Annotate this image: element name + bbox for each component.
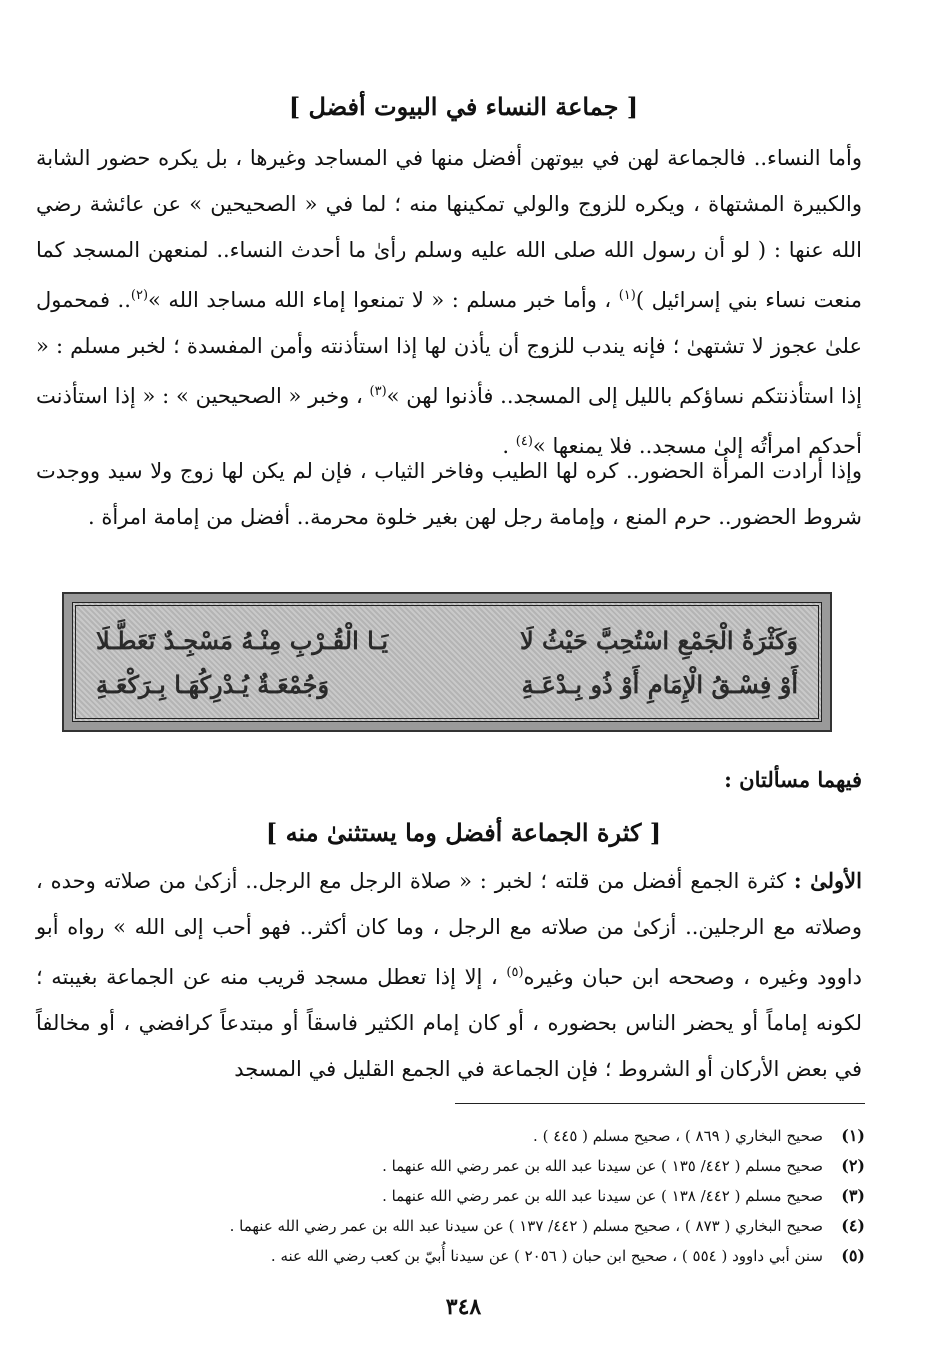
poem-verse-2 [96, 670, 798, 699]
footnote-ref-1: (١) [618, 288, 636, 303]
footnote-ref-5: (٥) [506, 965, 524, 980]
verse-1-second-hemistich: يَـا الْقُـرْبِ مِنْـهُ مَسْجِـدٌ تَعَطَّـلَا [96, 625, 389, 655]
footnote-item [60, 1121, 865, 1151]
footnote-item [60, 1211, 865, 1241]
footnote-divider [455, 1103, 865, 1104]
footnote-item [60, 1151, 865, 1181]
paragraph-text [36, 858, 862, 1092]
footnote-number: (١) [841, 1126, 865, 1145]
text-segment: .. فمحمول علىٰ عجوز لا تشتهىٰ ؛ فإنه يندب للزوج أن يأذن لها إذا استأذنته وأمن المفسدة ؛ لخبر مسلم : « إذا استأذنتكم نساؤكم بالليل إلى المسجد.. فأذنوا لهن » [36, 288, 862, 408]
footnote-text: صحيح مسلم ( ٤٤٢/ ١٣٨ ) عن سيدنا عبد الله بن عمر رضي الله عنهما . [382, 1187, 823, 1205]
section-heading-women-congregation: [ جماعة النساء في البيوت أفضل ] [288, 92, 639, 121]
issue-label: الأولىٰ : [793, 868, 862, 893]
verse-2-first-hemistich: أَوْ فِسْـقُ الْإِمَامِ أَوْ ذُو بِـدْعَـةِ [521, 669, 798, 699]
footnote-text: صحيح البخاري ( ٨٦٩ ) ، صحيح مسلم ( ٤٤٥ ) . [533, 1127, 823, 1145]
text-segment: ، وأما خبر مسلم : « لا تمنعوا إماء الله مساجد الله » [148, 288, 612, 312]
footnote-text: سنن أبي داوود ( ٥٥٤ ) ، صحيح ابن حبان ( ٢٠٥٦ ) عن سيدنا أُبيّ بن كعب رضي الله عنه . [270, 1247, 823, 1265]
poem-verse-1 [96, 626, 798, 655]
subtitle-two-issues: فيهما مسألتان : [724, 767, 862, 792]
paragraph-text [36, 135, 862, 469]
paragraph-first-issue [36, 858, 862, 1092]
footnote-text: صحيح مسلم ( ٤٤٢/ ١٣٥ ) عن سيدنا عبد الله بن عمر رضي الله عنهما . [382, 1157, 823, 1175]
paragraph-women-prayer [36, 135, 862, 469]
footnote-number: (٤) [841, 1216, 865, 1235]
footnote-item [60, 1241, 865, 1271]
text-segment: . [502, 434, 510, 458]
footnote-number: (٥) [841, 1246, 865, 1265]
text-segment: كثرة الجمع أفضل من قلته ؛ لخبر : « صلاة الرجل مع الرجل.. أزكىٰ من صلاته وحده ، وصلاته مع الرجلين.. أزكىٰ من صلاته مع الرجل ، وما كان أكثر.. فهو أحب إلى الله » رواه أبو داوود وغيره ، وصححه ابن حبان وغيره [36, 869, 862, 989]
paragraph-woman-attending [36, 448, 862, 540]
verse-2-second-hemistich: وَجُمْعَـةٌ يُـدْرِكُهَـا بِـرَكْعَـةِ [96, 669, 330, 699]
paragraph-text: وإذا أرادت المرأة الحضور.. كره لها الطيب وفاخر الثياب ، فإن لم يكن لها زوج ولا سيد ووجدت شروط الحضور.. حرم المنع ، وإمامة رجل لهن بغير خلوة محرمة.. أفضل من إمامة امرأة . [36, 459, 862, 529]
text-segment: ، وخبر « الصحيحين » : « إذا استأذنت أحدكم امرأتُه إلىٰ مسجد.. فلا يمنعها » [36, 384, 862, 458]
footnote-number: (٣) [841, 1186, 865, 1205]
footnote-item [60, 1181, 865, 1211]
footnote-ref-3: (٣) [369, 384, 387, 399]
text-segment: ، إلا إذا تعطل مسجد قريب منه عن الجماعة بغيبته ؛ لكونه إماماً أو يحضر الناس بحضوره ، أو كان إمام الكثير فاسقاً أو مبتدعاً كرافضي ، أو مخالفاً في بعض الأركان أو الشروط ؛ فإن الجماعة في الجمع القليل في المسجد [36, 965, 862, 1081]
footnote-text: صحيح البخاري ( ٨٧٣ ) ، صحيح مسلم ( ٤٤٢/ ١٣٧ ) عن سيدنا عبد الله بن عمر رضي الله عنهما . [229, 1217, 823, 1235]
footnote-number: (٢) [841, 1156, 865, 1175]
footnote-ref-2: (٢) [130, 288, 149, 303]
verse-1-first-hemistich: وَكَثْرَةُ الْجَمْعِ اسْتُحِبَّ حَيْثُ لَا [519, 625, 798, 655]
text-segment: وأما النساء.. فالجماعة لهن في بيوتهن أفضل منها في المساجد وغيرها ، بل يكره حضور الشابة والكبيرة المشتهاة ، ويكره للزوج والولي تمكينها منه ؛ لما في « الصحيحين » عن عائشة رضي الله عنها : ( لو أن رسول الله صلى الله عليه وسلم رأىٰ ما أحدث النساء.. لمنعهن المسجد كما منعت نساء بني إسرائيل ) [36, 146, 862, 312]
poem-frame [72, 602, 822, 722]
page-number: ٣٤٨ [445, 1294, 482, 1320]
footnotes-list [60, 1121, 865, 1271]
footnote-ref-4: (٤) [515, 434, 533, 449]
poem-verse-box [62, 592, 832, 732]
section-heading-large-congregation: [ كثرة الجماعة أفضل وما يستثنىٰ منه ] [265, 818, 662, 847]
